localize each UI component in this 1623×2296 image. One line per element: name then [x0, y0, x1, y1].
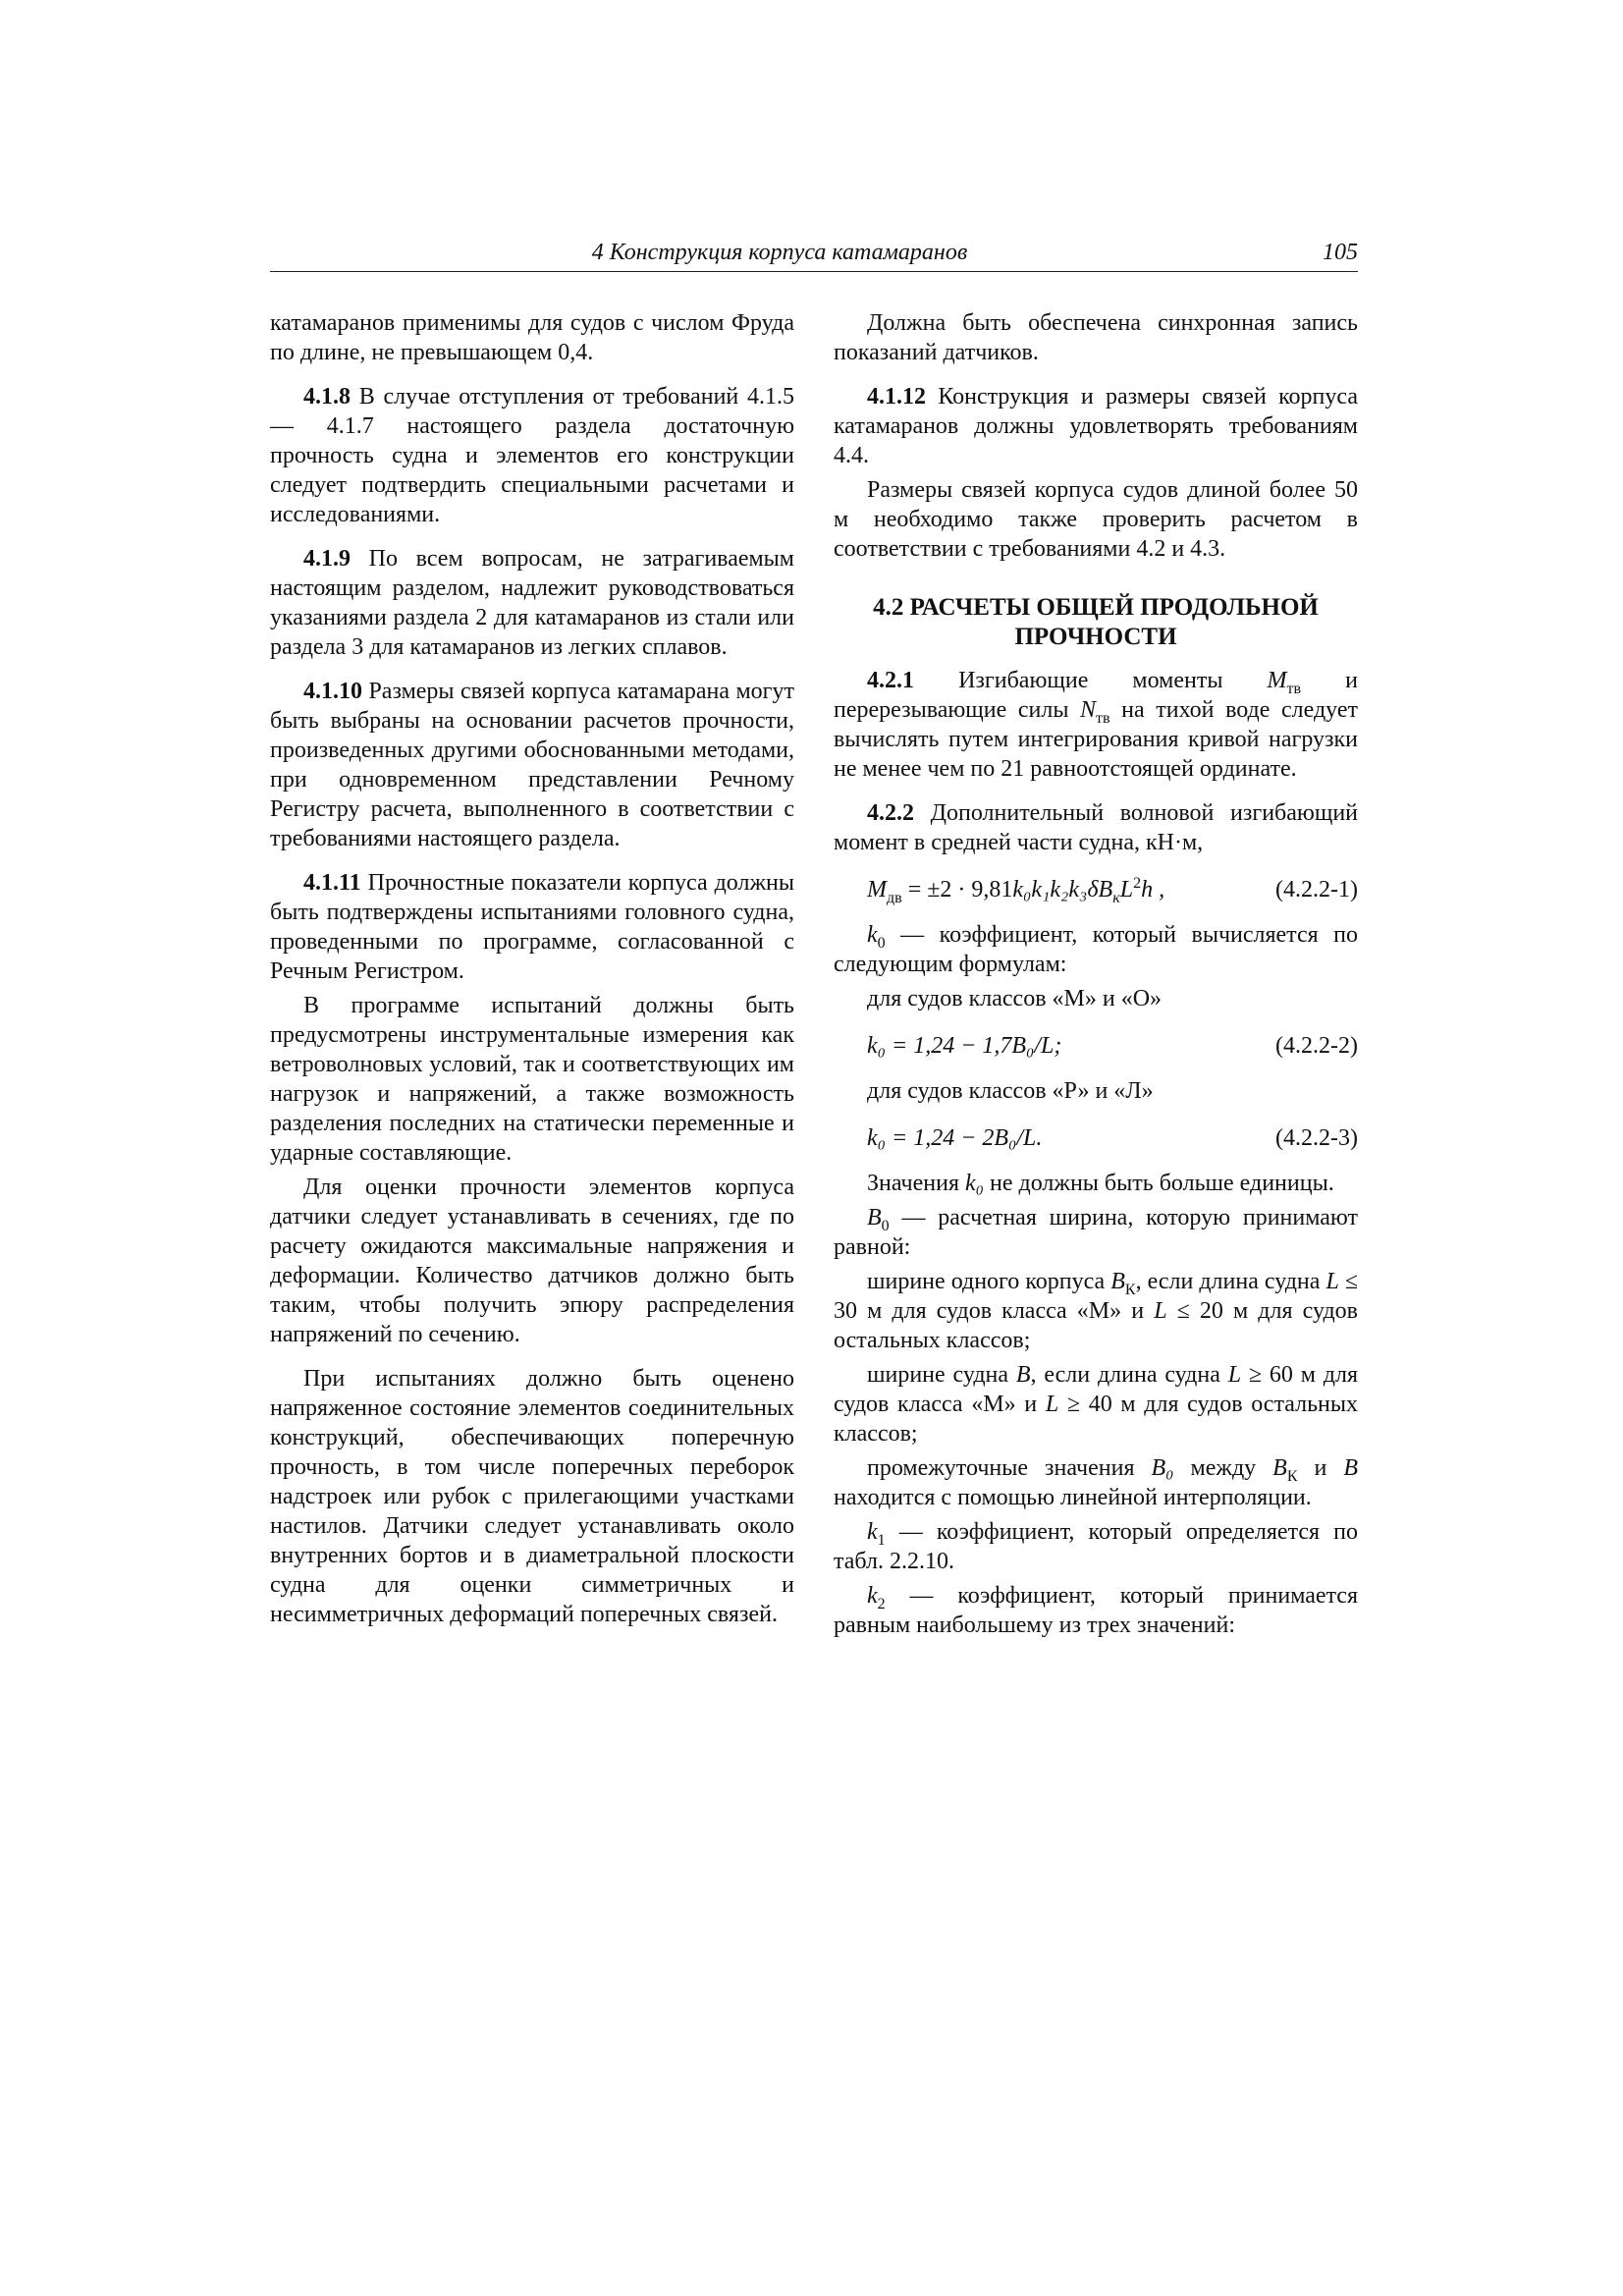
- paragraph-interpolation: промежуточные значения B₀ между $B_К$ и B находится с помощью линейной интерполяции.: [834, 1455, 1359, 1510]
- paragraph-4-1-12: 4.1.12 Конструкция и размеры связей корпуса катамаранов должны удовлетворять требованиям 4.4.: [834, 384, 1358, 468]
- clause-number: 4.1.8: [303, 384, 351, 410]
- clause-number: 4.2.2: [867, 800, 914, 826]
- paragraph-b-case: ширине судна B, если длина судна L ≥ 60 м для судов класса «М» и L ≥ 40 м для судов остальных классов;: [834, 1362, 1358, 1447]
- paragraph-k0-limit: Значения k₀ не должны быть больше единицы.: [867, 1171, 1334, 1196]
- clause-number: 4.2.1: [867, 668, 914, 693]
- formula-number: (4.2.2-1): [1275, 877, 1358, 902]
- section-heading: 4.2 РАСЧЕТЫ ОБЩЕЙ ПРОДОЛЬНОЙ ПРОЧНОСТИ: [873, 594, 1319, 650]
- paragraph-classes-mo: для судов классов «М» и «О»: [867, 986, 1163, 1011]
- paragraph-4-1-8: 4.1.8 В случае отступления от требований 4.1.5 — 4.1.7 настоящего раздела достаточную прочность судна и элементов его конструкции следует подтвердить специальными расчетами и исследованиями.: [270, 384, 794, 527]
- paragraph-k2-definition: $k_2$ — коэффициент, который принимается равным наибольшему из трех значений:: [834, 1583, 1358, 1638]
- paragraph-continuation: катамаранов применимы для судов с числом Фруда по длине, не превышающем 0,4.: [270, 310, 794, 365]
- left-column: [270, 308, 794, 1629]
- formula-number: (4.2.2-2): [1275, 1033, 1358, 1059]
- clause-number: 4.1.12: [867, 384, 926, 410]
- formula-4-2-2-2: [834, 1027, 1358, 1066]
- formula-4-2-2-3: [834, 1120, 1358, 1159]
- paragraph-sensors: Для оценки прочности элементов корпуса датчики следует устанавливать в сечениях, где по расчету ожидаются максимальные напряжения и деформации. Количество датчиков должно быть таким, чтобы получить эпюру распределения напряжений по сечению.: [270, 1175, 794, 1347]
- clause-number: 4.1.10: [303, 679, 362, 704]
- right-column: [834, 308, 1358, 1640]
- clause-number: 4.1.11: [303, 870, 361, 896]
- paragraph-b0-definition: $B_0$ — расчетная ширина, которую принимают равной:: [834, 1205, 1358, 1260]
- formula-expression: k₀ = 1,24 − 2B₀/L.: [867, 1125, 1043, 1151]
- paragraph-k0-definition: $k_0$ — коэффициент, который вычисляется по следующим формулам:: [834, 922, 1358, 977]
- paragraph-k1-definition: $k_1$ — коэффициент, который определяется по табл. 2.2.10.: [834, 1519, 1358, 1574]
- formula-expression: $M_{дв} = \pm 2 \cdot 9,81k_0k_1k_2k_3\delta B_кL^2h$ ,: [867, 875, 1165, 906]
- paragraph-sync: Должна быть обеспечена синхронная запись показаний датчиков.: [834, 310, 1358, 365]
- page-number: 105: [1323, 240, 1358, 265]
- formula-number: (4.2.2-3): [1275, 1125, 1358, 1151]
- formula-expression: k₀ = 1,24 − 1,7B₀/L;: [867, 1033, 1062, 1059]
- paragraph-4-1-9: 4.1.9 По всем вопросам, не затрагиваемым настоящим разделом, надлежит руководствоваться указаниями раздела 2 для катамаранов из стали или раздела 3 для катамаранов из легких сплавов.: [270, 546, 794, 660]
- clause-number: 4.1.9: [303, 546, 351, 572]
- paragraph-bk-case: ширине одного корпуса $B_К$, если длина судна L ≤ 30 м для судов класса «М» и L ≤ 20 м для судов остальных классов;: [834, 1269, 1359, 1353]
- running-header: [270, 238, 1358, 272]
- paragraph-4-1-10: 4.1.10 Размеры связей корпуса катамарана могут быть выбраны на основании расчетов прочности, произведенных другими обоснованными методами, при одновременном представлении Речному Регистру расчета, выполненного в соответствии с требованиями настоящего раздела.: [270, 679, 794, 851]
- paragraph-50m: Размеры связей корпуса судов длиной более 50 м необходимо также проверить расчетом в соответствии с требованиями 4.2 и 4.3.: [834, 477, 1358, 562]
- paragraph-classes-rl: для судов классов «Р» и «Л»: [867, 1078, 1154, 1104]
- chapter-title: 4 Конструкция корпуса катамаранов: [591, 240, 968, 265]
- paragraph-tests: При испытаниях должно быть оценено напряженное состояние элементов соединительных конструкций, обеспечивающих поперечную прочность, в том числе поперечных переборок надстроек или рубок с прилегающими участками настилов. Датчики следует устанавливать около внутренних бортов и в диаметральной плоскости судна для оценки симметричных и несимметричных деформаций поперечных связей.: [270, 1366, 794, 1627]
- paragraph-4-2-2: 4.2.2 Дополнительный волновой изгибающий момент в средней части судна, кН·м,: [834, 800, 1358, 855]
- paragraph-4-2-1: 4.2.1 Изгибающие моменты $M_{тв}$ и перерезывающие силы $N_{тв}$ на тихой воде следует вычислять путем интегрирования кривой нагрузки не менее чем по 21 равноотстоящей ординате.: [834, 668, 1358, 782]
- formula-4-2-2-1: [834, 871, 1358, 910]
- paragraph-4-1-11: 4.1.11 Прочностные показатели корпуса должны быть подтверждены испытаниями головного судна, проведенными по программе, согласованной с Речным Регистром.: [270, 870, 794, 984]
- paragraph-test-program: В программе испытаний должны быть предусмотрены инструментальные измерения как ветроволновых условий, так и соответствующих им нагрузок и напряжений, а также возможность разделения последних на статически переменные и ударные составляющие.: [270, 993, 794, 1166]
